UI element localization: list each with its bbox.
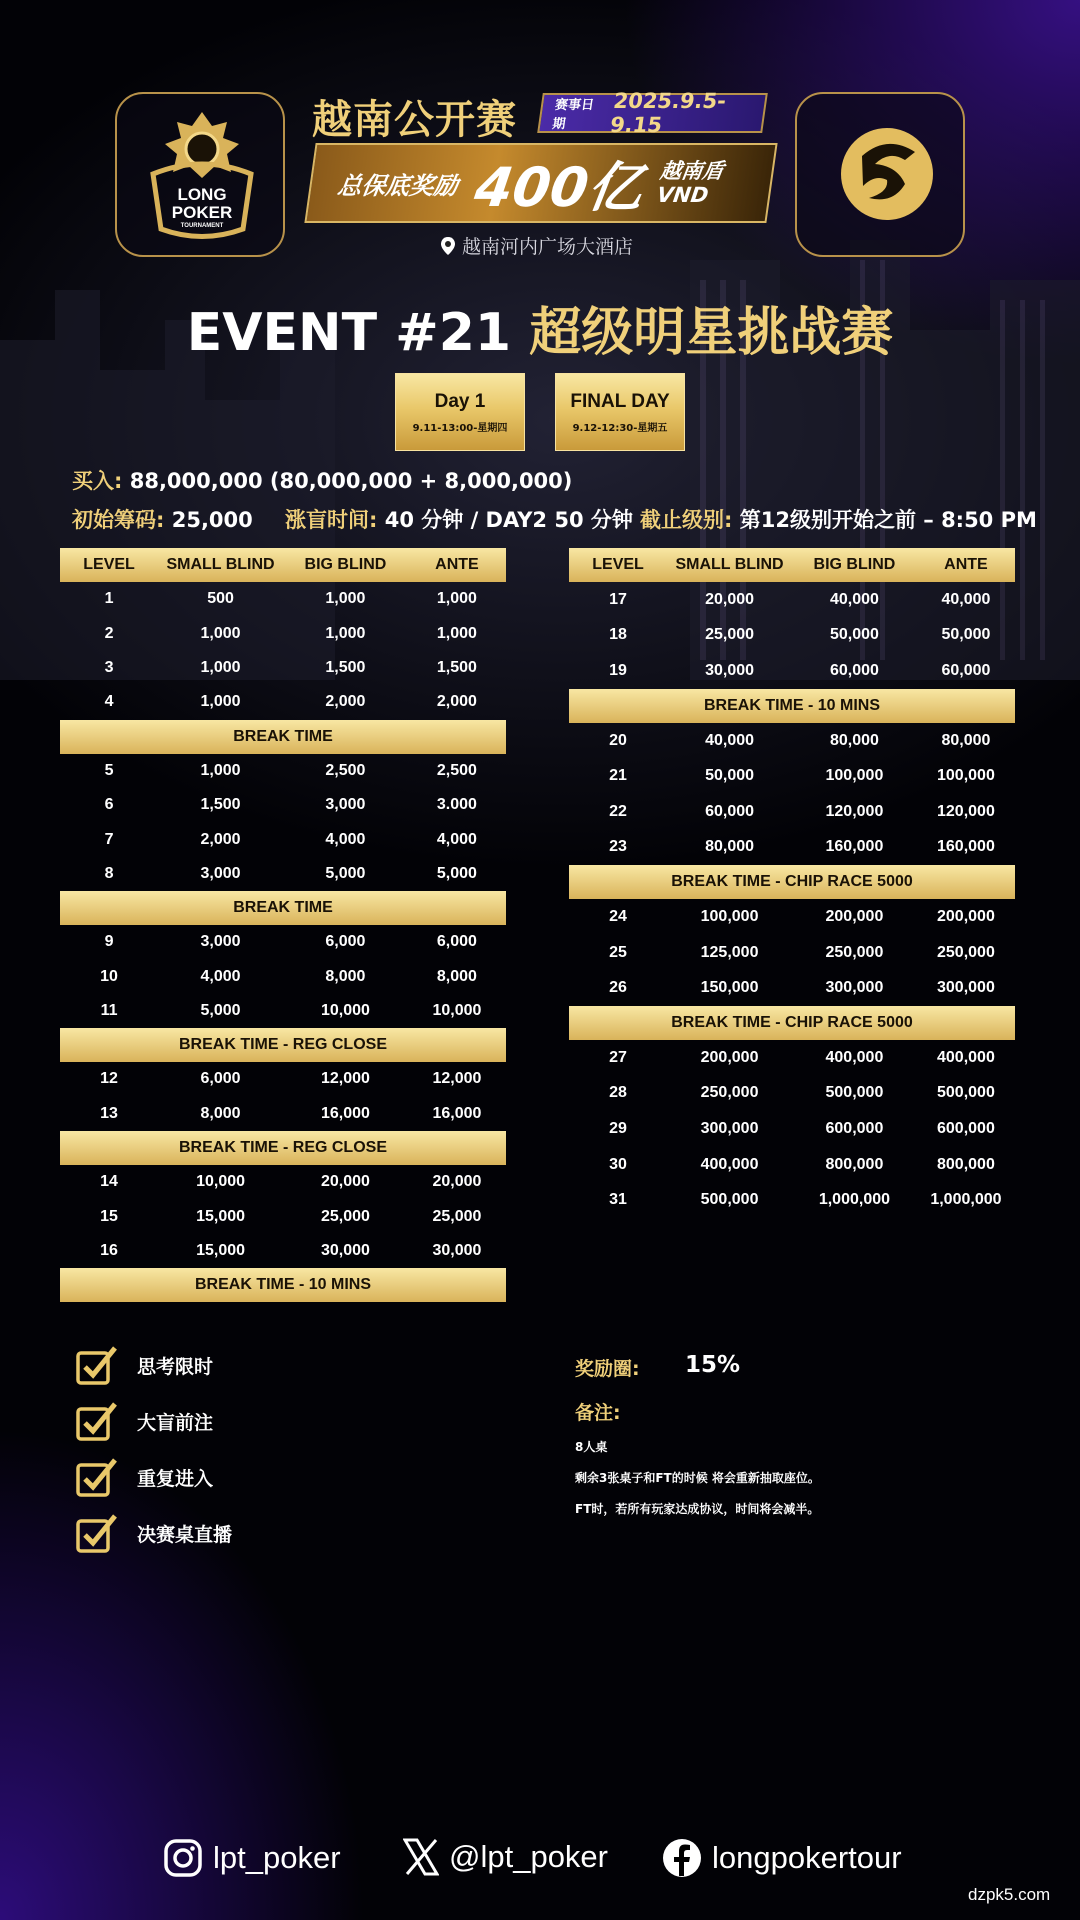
social-instagram[interactable]: [163, 1838, 341, 1878]
checkbox-checked-icon: [75, 1457, 119, 1497]
break-row: [60, 1028, 506, 1062]
cell-ante: 120,000: [937, 802, 995, 820]
cell-level: 11: [100, 1002, 118, 1020]
note-line: FT时，若所有玩家达成协议，时间将会减半。: [575, 1502, 820, 1516]
level-row: [569, 618, 1015, 654]
social-facebook[interactable]: [662, 1838, 902, 1878]
cell-bb: 6,000: [325, 933, 366, 951]
blind-time-info: [285, 504, 633, 534]
late-reg-label: 截止级别:: [640, 508, 733, 532]
level-row: [569, 1076, 1015, 1112]
cell-bb: 16,000: [320, 1104, 370, 1122]
level-row: [569, 794, 1015, 830]
cell-bb: 25,000: [320, 1207, 370, 1225]
cell-level: 15: [100, 1207, 118, 1225]
cell-bb: 1,500: [325, 658, 366, 676]
cell-ante: 300,000: [937, 979, 995, 997]
table-header-cell: LEVEL: [60, 548, 158, 582]
day1-badge: [395, 373, 525, 451]
cell-bb: 100,000: [825, 767, 884, 785]
cell-ante: 20,000: [432, 1173, 482, 1191]
cell-ante: 250,000: [937, 943, 995, 961]
cell-level: 22: [609, 802, 627, 820]
payout-value: 15%: [685, 1352, 741, 1378]
level-row: [60, 616, 506, 650]
cell-level: 18: [609, 626, 627, 644]
note-line: 8人桌: [575, 1440, 608, 1454]
cell-ante: 60,000: [941, 661, 991, 679]
cell-level: 2: [104, 624, 114, 642]
cell-sb: 500: [207, 590, 234, 608]
cell-bb: 5,000: [325, 864, 366, 882]
cell-bb: 2,000: [325, 693, 366, 711]
cell-level: 27: [609, 1048, 627, 1066]
cell-bb: 400,000: [825, 1048, 884, 1066]
level-row: [60, 925, 506, 959]
cell-ante: 10,000: [432, 1002, 482, 1020]
cell-sb: 10,000: [196, 1173, 246, 1191]
feature-label: 思考限时: [137, 1355, 214, 1378]
tournament-series-title: 越南公开赛: [312, 97, 517, 143]
break-row: [569, 865, 1015, 899]
cell-level: 16: [100, 1242, 118, 1260]
stack-label: 初始筹码:: [72, 508, 165, 532]
instagram-icon: [163, 1838, 203, 1878]
level-row: [60, 582, 506, 616]
break-row: [60, 720, 506, 754]
cell-sb: 250,000: [700, 1084, 759, 1102]
cell-bb: 500,000: [825, 1084, 884, 1102]
long-poker-logo-frame: [115, 92, 285, 257]
table-header-cell: LEVEL: [569, 548, 667, 582]
cell-sb: 25,000: [705, 626, 755, 644]
level-row: [569, 1182, 1015, 1218]
cell-sb: 300,000: [700, 1119, 759, 1137]
level-row: [60, 754, 506, 788]
currency-en: VND: [655, 183, 710, 207]
event-number: EVENT #21: [186, 303, 512, 363]
cell-level: 20: [609, 731, 627, 749]
cell-sb: 2,000: [200, 830, 241, 848]
cell-level: 6: [104, 796, 114, 814]
feature-label: 决赛桌直播: [137, 1523, 233, 1546]
blind-structure-table-left: [60, 548, 506, 1302]
cell-sb: 150,000: [700, 979, 759, 997]
cell-ante: 1,000,000: [930, 1191, 1002, 1209]
final-day-badge: [555, 373, 685, 451]
level-row: [60, 1234, 506, 1268]
cell-sb: 1,000: [200, 624, 241, 642]
break-label: BREAK TIME: [60, 891, 506, 925]
watermark: dzpk5.com: [968, 1885, 1051, 1904]
table-header-row: [60, 548, 506, 582]
cell-sb: 1,000: [200, 658, 241, 676]
cell-level: 3: [104, 658, 114, 676]
cell-ante: 1,500: [436, 658, 477, 676]
cell-bb: 50,000: [829, 626, 879, 644]
break-row: [60, 1268, 506, 1302]
cell-sb: 60,000: [705, 802, 755, 820]
stack-value: 25,000: [171, 508, 253, 532]
logo-text-tournament: TOURNAMENT: [180, 223, 224, 229]
level-row: [60, 960, 506, 994]
cell-ante: 500,000: [937, 1084, 995, 1102]
cell-level: 7: [104, 830, 114, 848]
break-row: [60, 891, 506, 925]
cell-ante: 16,000: [432, 1104, 482, 1122]
day1-schedule: 9.11-13:00-星期四: [412, 422, 508, 434]
blind-time-label: 涨盲时间:: [285, 508, 378, 532]
break-row: [569, 1006, 1015, 1040]
cell-bb: 1,000: [325, 590, 366, 608]
cell-sb: 500,000: [700, 1191, 759, 1209]
cell-ante: 25,000: [432, 1207, 482, 1225]
cell-sb: 1,000: [200, 761, 241, 779]
level-row: [569, 1040, 1015, 1076]
cell-level: 17: [609, 590, 627, 608]
break-row: [60, 1131, 506, 1165]
level-row: [60, 822, 506, 856]
cell-sb: 400,000: [700, 1155, 759, 1173]
cell-level: 8: [104, 864, 114, 882]
starting-stack-info: [72, 504, 253, 534]
cell-level: 31: [609, 1191, 627, 1209]
cell-level: 30: [609, 1155, 627, 1173]
level-row: [569, 899, 1015, 935]
date-label: 赛事日期: [551, 98, 596, 132]
cell-sb: 5,000: [200, 1002, 241, 1020]
note-line: 剩余3张桌子和FT的时候 将会重新抽取座位。: [575, 1471, 820, 1485]
cell-bb: 1,000,000: [818, 1191, 891, 1209]
cell-ante: 8,000: [436, 967, 477, 985]
level-row: [60, 651, 506, 685]
cell-ante: 2,500: [436, 761, 477, 779]
cell-sb: 200,000: [700, 1048, 759, 1066]
dragon-logo-frame: [795, 92, 965, 257]
cell-level: 21: [609, 767, 627, 785]
cell-level: 24: [609, 907, 627, 925]
cell-sb: 3,000: [200, 864, 241, 882]
cell-level: 25: [609, 943, 627, 961]
level-row: [569, 970, 1015, 1006]
cell-level: 14: [100, 1173, 118, 1191]
dragon-logo-icon: [797, 94, 967, 259]
feature-label: 重复进入: [137, 1467, 214, 1490]
guarantee-currency: [655, 159, 725, 207]
cell-bb: 200,000: [825, 907, 884, 925]
feature-item: [75, 1401, 213, 1441]
level-row: [60, 1097, 506, 1131]
social-x[interactable]: [403, 1838, 608, 1876]
cell-level: 29: [609, 1119, 627, 1137]
cell-ante: 3.000: [436, 796, 477, 814]
table-header-cell: SMALL BLIND: [667, 548, 792, 582]
cell-sb: 3,000: [200, 933, 241, 951]
level-row: [569, 935, 1015, 971]
x-handle: @lpt_poker: [449, 1839, 608, 1874]
break-row: [569, 689, 1015, 723]
cell-sb: 1,000: [200, 693, 241, 711]
cell-sb: 80,000: [705, 838, 755, 856]
table-header-row: [569, 548, 1015, 582]
currency-cn: 越南盾: [658, 159, 726, 183]
location-pin-icon: [440, 236, 456, 256]
break-label: BREAK TIME - CHIP RACE 5000: [569, 865, 1015, 899]
cell-sb: 40,000: [705, 731, 755, 749]
cell-bb: 300,000: [825, 979, 884, 997]
buyin-info: [72, 465, 572, 495]
cell-level: 13: [100, 1104, 118, 1122]
cell-sb: 100,000: [700, 907, 759, 925]
break-label: BREAK TIME: [60, 720, 506, 754]
cell-ante: 6,000: [436, 933, 477, 951]
level-row: [569, 758, 1015, 794]
cell-ante: 100,000: [937, 767, 995, 785]
cell-sb: 15,000: [196, 1242, 246, 1260]
level-row: [569, 1111, 1015, 1147]
final-day-schedule: 9.12-12:30-星期五: [572, 422, 668, 434]
cell-bb: 80,000: [829, 731, 879, 749]
cell-ante: 4,000: [436, 830, 477, 848]
cell-bb: 60,000: [829, 661, 879, 679]
cell-bb: 3,000: [325, 796, 366, 814]
level-row: [60, 857, 506, 891]
feature-item: [75, 1345, 213, 1385]
event-name-cn: 超级明星挑战赛: [529, 303, 894, 363]
cell-sb: 125,000: [700, 943, 759, 961]
level-row: [569, 723, 1015, 759]
instagram-handle: lpt_poker: [213, 1840, 341, 1875]
cell-sb: 20,000: [705, 590, 755, 608]
cell-level: 12: [100, 1070, 118, 1088]
late-reg-info: [640, 504, 1037, 534]
break-label: BREAK TIME - REG CLOSE: [60, 1028, 506, 1062]
cell-ante: 160,000: [937, 838, 995, 856]
feature-item: [75, 1513, 232, 1553]
guarantee-label: 总保底奖励: [335, 171, 460, 200]
level-row: [60, 788, 506, 822]
level-row: [60, 994, 506, 1028]
checkbox-checked-icon: [75, 1401, 119, 1441]
cell-level: 1: [104, 590, 114, 608]
cell-level: 23: [609, 838, 627, 856]
cell-level: 4: [104, 693, 114, 711]
cell-level: 9: [104, 933, 114, 951]
cell-ante: 80,000: [941, 731, 991, 749]
logo-text-poker: POKER: [171, 203, 233, 222]
table-header-cell: BIG BLIND: [283, 548, 408, 582]
level-row: [60, 1062, 506, 1096]
level-row: [569, 582, 1015, 618]
cell-sb: 30,000: [705, 661, 755, 679]
cell-ante: 40,000: [941, 590, 991, 608]
level-row: [60, 685, 506, 719]
day1-title: Day 1: [434, 390, 486, 412]
cell-bb: 20,000: [320, 1173, 370, 1191]
venue-location: [440, 232, 633, 259]
cell-bb: 160,000: [825, 838, 884, 856]
cell-bb: 600,000: [825, 1119, 884, 1137]
cell-bb: 12,000: [320, 1070, 370, 1088]
cell-bb: 120,000: [825, 802, 884, 820]
break-label: BREAK TIME - REG CLOSE: [60, 1131, 506, 1165]
cell-level: 28: [609, 1084, 627, 1102]
event-title: [0, 290, 1080, 365]
buyin-value: 88,000,000 (80,000,000 + 8,000,000): [129, 469, 573, 493]
guarantee-amount: 400亿: [471, 155, 647, 219]
cell-level: 19: [609, 661, 627, 679]
long-poker-logo: [117, 94, 287, 259]
blind-structure-table-right: [569, 548, 1015, 1218]
break-label: BREAK TIME - 10 MINS: [569, 689, 1015, 723]
level-row: [569, 1147, 1015, 1183]
cell-ante: 1,000: [436, 590, 477, 608]
date-value: 2025.9.5-9.15: [608, 89, 728, 137]
cell-bb: 1,000: [325, 624, 366, 642]
cell-bb: 40,000: [829, 590, 879, 608]
checkbox-checked-icon: [75, 1513, 119, 1553]
x-icon: [403, 1838, 439, 1876]
level-row: [569, 653, 1015, 689]
blind-time-value: 40 分钟 / DAY2 50 分钟: [384, 508, 633, 532]
cell-bb: 4,000: [325, 830, 366, 848]
cell-ante: 12,000: [432, 1070, 482, 1088]
break-label: BREAK TIME - CHIP RACE 5000: [569, 1006, 1015, 1040]
table-header-cell: ANTE: [917, 548, 1015, 582]
checkbox-checked-icon: [75, 1345, 119, 1385]
guarantee-banner: [304, 143, 777, 223]
cell-ante: 800,000: [937, 1155, 995, 1173]
cell-level: 5: [104, 761, 114, 779]
cell-bb: 10,000: [320, 1002, 370, 1020]
level-row: [569, 830, 1015, 866]
cell-bb: 250,000: [825, 943, 884, 961]
cell-sb: 15,000: [196, 1207, 246, 1225]
buyin-label: 买入:: [72, 469, 123, 493]
cell-bb: 2,500: [325, 761, 366, 779]
event-date-badge: [537, 89, 768, 137]
facebook-handle: longpokertour: [712, 1840, 902, 1875]
cell-ante: 50,000: [941, 626, 991, 644]
cell-ante: 1,000: [436, 624, 477, 642]
cell-bb: 30,000: [320, 1242, 370, 1260]
cell-ante: 200,000: [937, 907, 995, 925]
cell-ante: 2,000: [436, 693, 477, 711]
late-reg-value: 第12级别开始之前 – 8:50 PM: [739, 508, 1037, 532]
cell-sb: 4,000: [200, 967, 241, 985]
logo-text-long: LONG: [177, 185, 227, 204]
feature-label: 大盲前注: [137, 1411, 214, 1434]
break-label: BREAK TIME - 10 MINS: [60, 1268, 506, 1302]
feature-item: [75, 1457, 213, 1497]
cell-ante: 600,000: [937, 1119, 995, 1137]
cell-sb: 6,000: [200, 1070, 241, 1088]
cell-ante: 400,000: [937, 1048, 995, 1066]
venue-name: 越南河内广场大酒店: [462, 236, 634, 258]
cell-sb: 50,000: [705, 767, 755, 785]
final-day-title: FINAL DAY: [570, 390, 670, 412]
table-header-cell: SMALL BLIND: [158, 548, 283, 582]
cell-level: 10: [100, 967, 118, 985]
table-header-cell: BIG BLIND: [792, 548, 917, 582]
cell-ante: 5,000: [436, 864, 477, 882]
cell-sb: 8,000: [200, 1104, 241, 1122]
cell-bb: 800,000: [825, 1155, 884, 1173]
level-row: [60, 1165, 506, 1199]
cell-sb: 1,500: [200, 796, 241, 814]
facebook-icon: [662, 1838, 702, 1878]
notes-label: 备注:: [575, 1402, 621, 1424]
cell-level: 26: [609, 979, 627, 997]
cell-bb: 8,000: [325, 967, 366, 985]
cell-ante: 30,000: [432, 1242, 482, 1260]
level-row: [60, 1199, 506, 1233]
payout-label: 奖励圈:: [575, 1358, 640, 1380]
table-header-cell: ANTE: [408, 548, 506, 582]
